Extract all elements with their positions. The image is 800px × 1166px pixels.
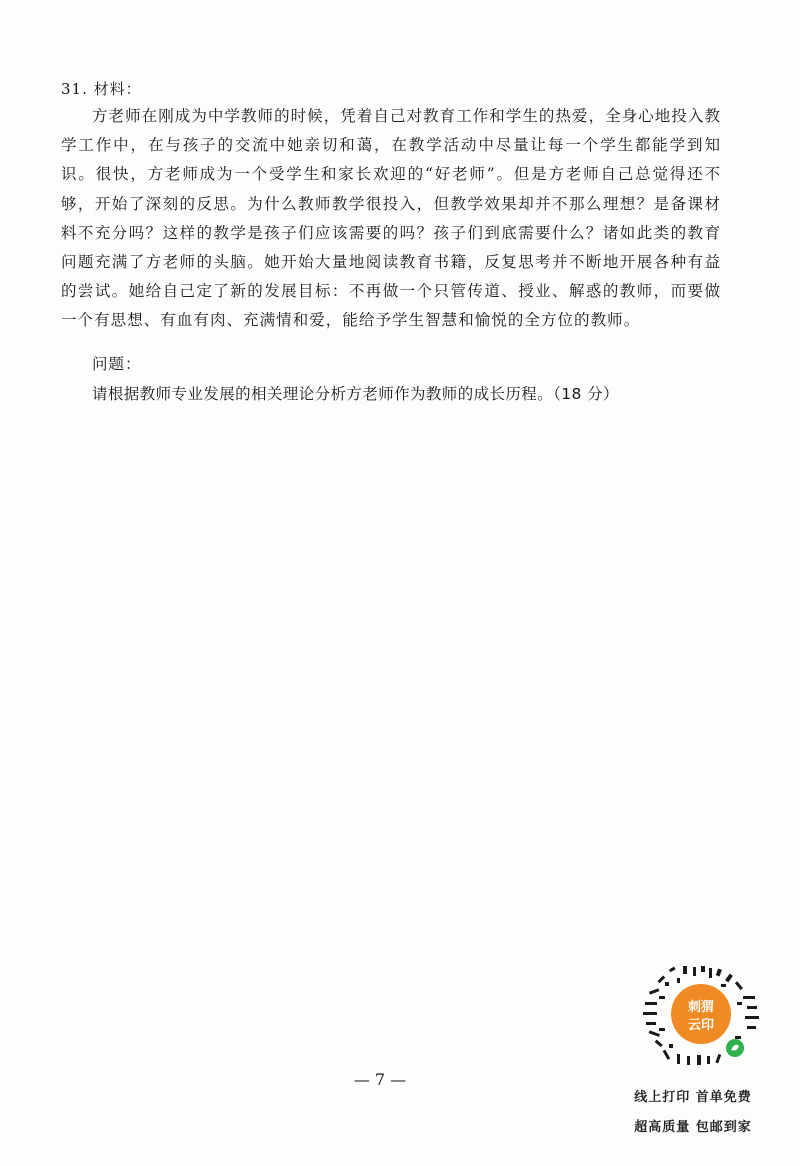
- mini-program-code: [643, 966, 763, 1066]
- promo-line-1: 线上打印 首单免费: [634, 1090, 752, 1105]
- material-paragraph: 方老师在刚成为中学教师的时候，凭着自己对教育工作和学生的热爱，全身心地投入教学工作中，在与孩子的交流中她亲切和蔼，在教学活动中尽量让每一个学生都能学到知识。很快，方老师成为一个受学生和家长欢迎的“好老师”。但是方老师自己总觉得还不够，开始了深刻的反思。为什么教师教学很投入，但教学效果却并不那么理想？是备课材料不充分吗？这样的教学是孩子们应该需要的吗？孩子们到底需要什么？诸如此类的教育问题充满了方老师的头脑。她开始大量地阅读教育书籍，反复思考并不断地开展各种有益的尝试。她给自己定了新的发展目标：不再做一个只管传道、授业、解惑的教师，而要做一个有思想、有血有肉、充满情和爱，能给予学生智慧和愉悦的全方位的教师。: [61, 107, 721, 330]
- qr-code-icon: [643, 966, 763, 1066]
- logo-text-line2: 云印: [687, 1018, 715, 1033]
- question-text: 请根据教师专业发展的相关理论分析方老师作为教师的成长历程。（18 分）: [92, 385, 619, 403]
- question-number: 31. 材料：: [61, 80, 142, 98]
- question-label: 问题：: [92, 355, 142, 373]
- page-number: — 7 —: [353, 1070, 407, 1089]
- promo-line-2: 超高质量 包邮到家: [634, 1120, 752, 1135]
- logo-text-line1: 刺猬: [687, 1000, 715, 1015]
